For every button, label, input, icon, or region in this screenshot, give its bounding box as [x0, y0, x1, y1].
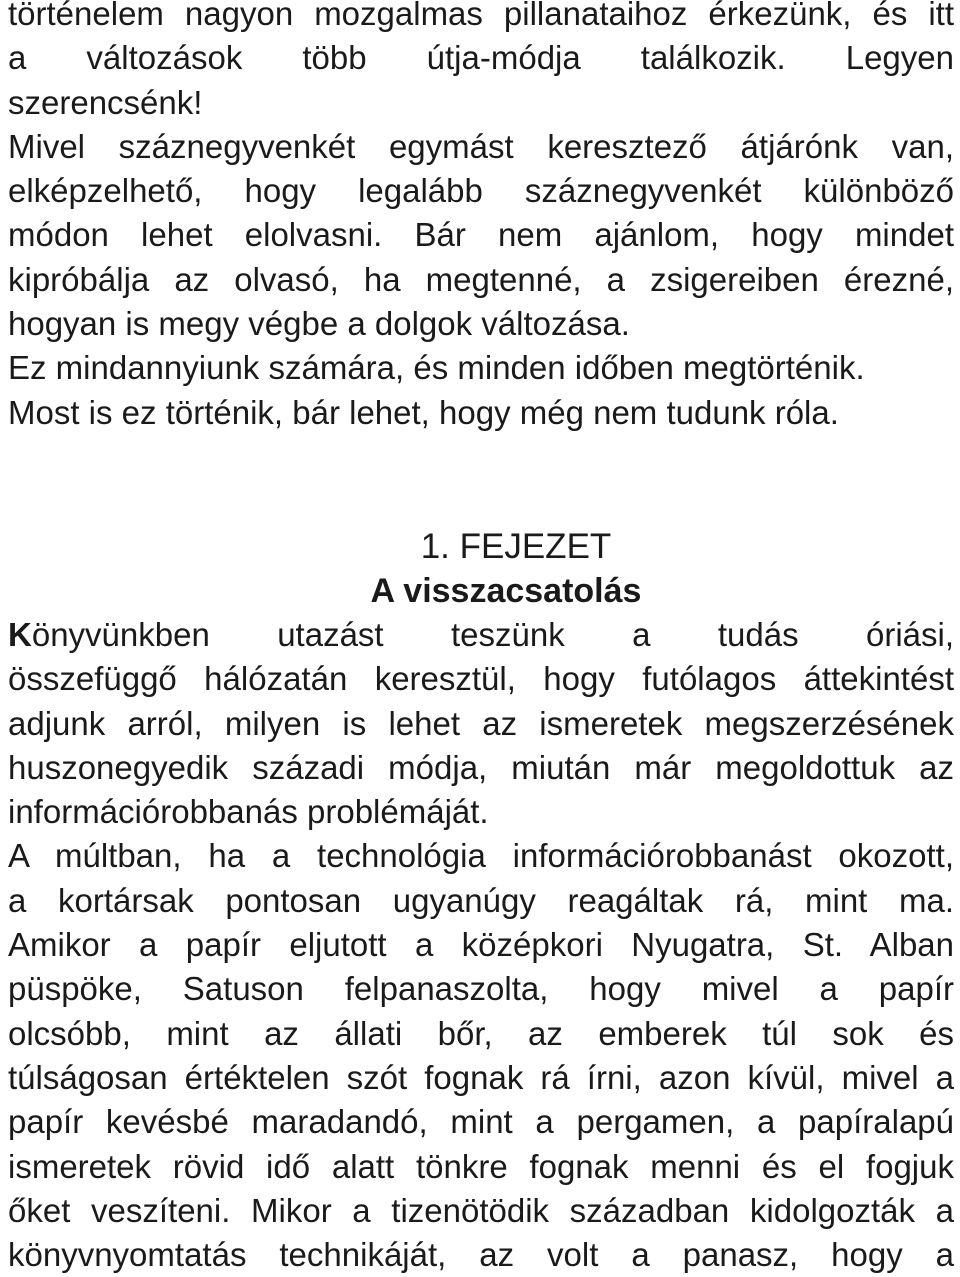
- text-line: hogyan is megy végbe a dolgok változása.: [8, 305, 630, 343]
- text-line: papír kevésbé maradandó, mint a pergamen, a papíralapú: [8, 1103, 954, 1141]
- document-page: [8, 0, 954, 1277]
- text-line: Amikor a papír eljutott a középkori Nyugatra, St. Alban: [8, 926, 954, 964]
- text-line: huszonegyedik századi módja, miután már megoldottuk az: [8, 748, 954, 786]
- text-line: módon lehet elolvasni. Bár nem ajánlom, hogy mindet: [8, 216, 954, 254]
- text-line: könyvnyomtatás technikáját, az volt a panasz, hogy a: [8, 1236, 954, 1274]
- text-line: elképzelhető, hogy legalább száznegyvenkét különböző: [8, 172, 954, 210]
- text-line: [8, 613, 954, 657]
- text-line: történelem nagyon mozgalmas pillanataihoz érkezünk, és itt: [8, 0, 954, 32]
- chapter-number: 1. FEJEZET: [420, 526, 612, 566]
- text-line: kipróbálja az olvasó, ha megtenné, a zsigereiben érezné,: [8, 260, 954, 298]
- chapter-title: A visszacsatolás: [370, 571, 642, 610]
- text-line: információrobbanás problémáját.: [8, 793, 489, 831]
- text-line: a változások több útja-módja találkozik. Legyen: [8, 39, 954, 77]
- text-line: püspöke, Satuson felpanaszolta, hogy mivel a papír: [8, 970, 954, 1008]
- text-line: A múltban, ha a technológia információrobbanást okozott,: [8, 837, 954, 875]
- text-line: szerencsénk!: [8, 83, 203, 121]
- text-line: Ez mindannyiunk számára, és minden időben megtörténik.: [8, 349, 865, 387]
- initial-letter: K: [8, 615, 32, 653]
- text-line: Most is ez történik, bár lehet, hogy még nem tudunk róla.: [8, 393, 839, 431]
- section-spacer: [8, 435, 954, 525]
- text-line: ismeretek rövid idő alatt tönkre fognak menni és el fogjuk: [8, 1147, 954, 1185]
- text-line: őket veszíteni. Mikor a tizenötödik században kidolgozták a: [8, 1191, 954, 1229]
- text-line: Mivel száznegyvenkét egymást keresztező átjárónk van,: [8, 127, 954, 165]
- body-paragraph: [8, 613, 954, 1277]
- text-line: a kortársak pontosan ugyanúgy reagáltak rá, mint ma.: [8, 881, 954, 919]
- text-line: összefüggő hálózatán keresztül, hogy futólagos áttekintést: [8, 660, 954, 698]
- text-line: olcsóbb, mint az állati bőr, az emberek túl sok és: [8, 1014, 954, 1052]
- first-line-text: önyvünkben utazást teszünk a tudás óriási,: [31, 615, 954, 653]
- intro-paragraph: [8, 0, 954, 435]
- text-line: adjunk arról, milyen is lehet az ismeretek megszerzésének: [8, 704, 954, 742]
- text-line: túlságosan értéktelen szót fognak rá írni, azon kívül, mivel a: [8, 1058, 954, 1096]
